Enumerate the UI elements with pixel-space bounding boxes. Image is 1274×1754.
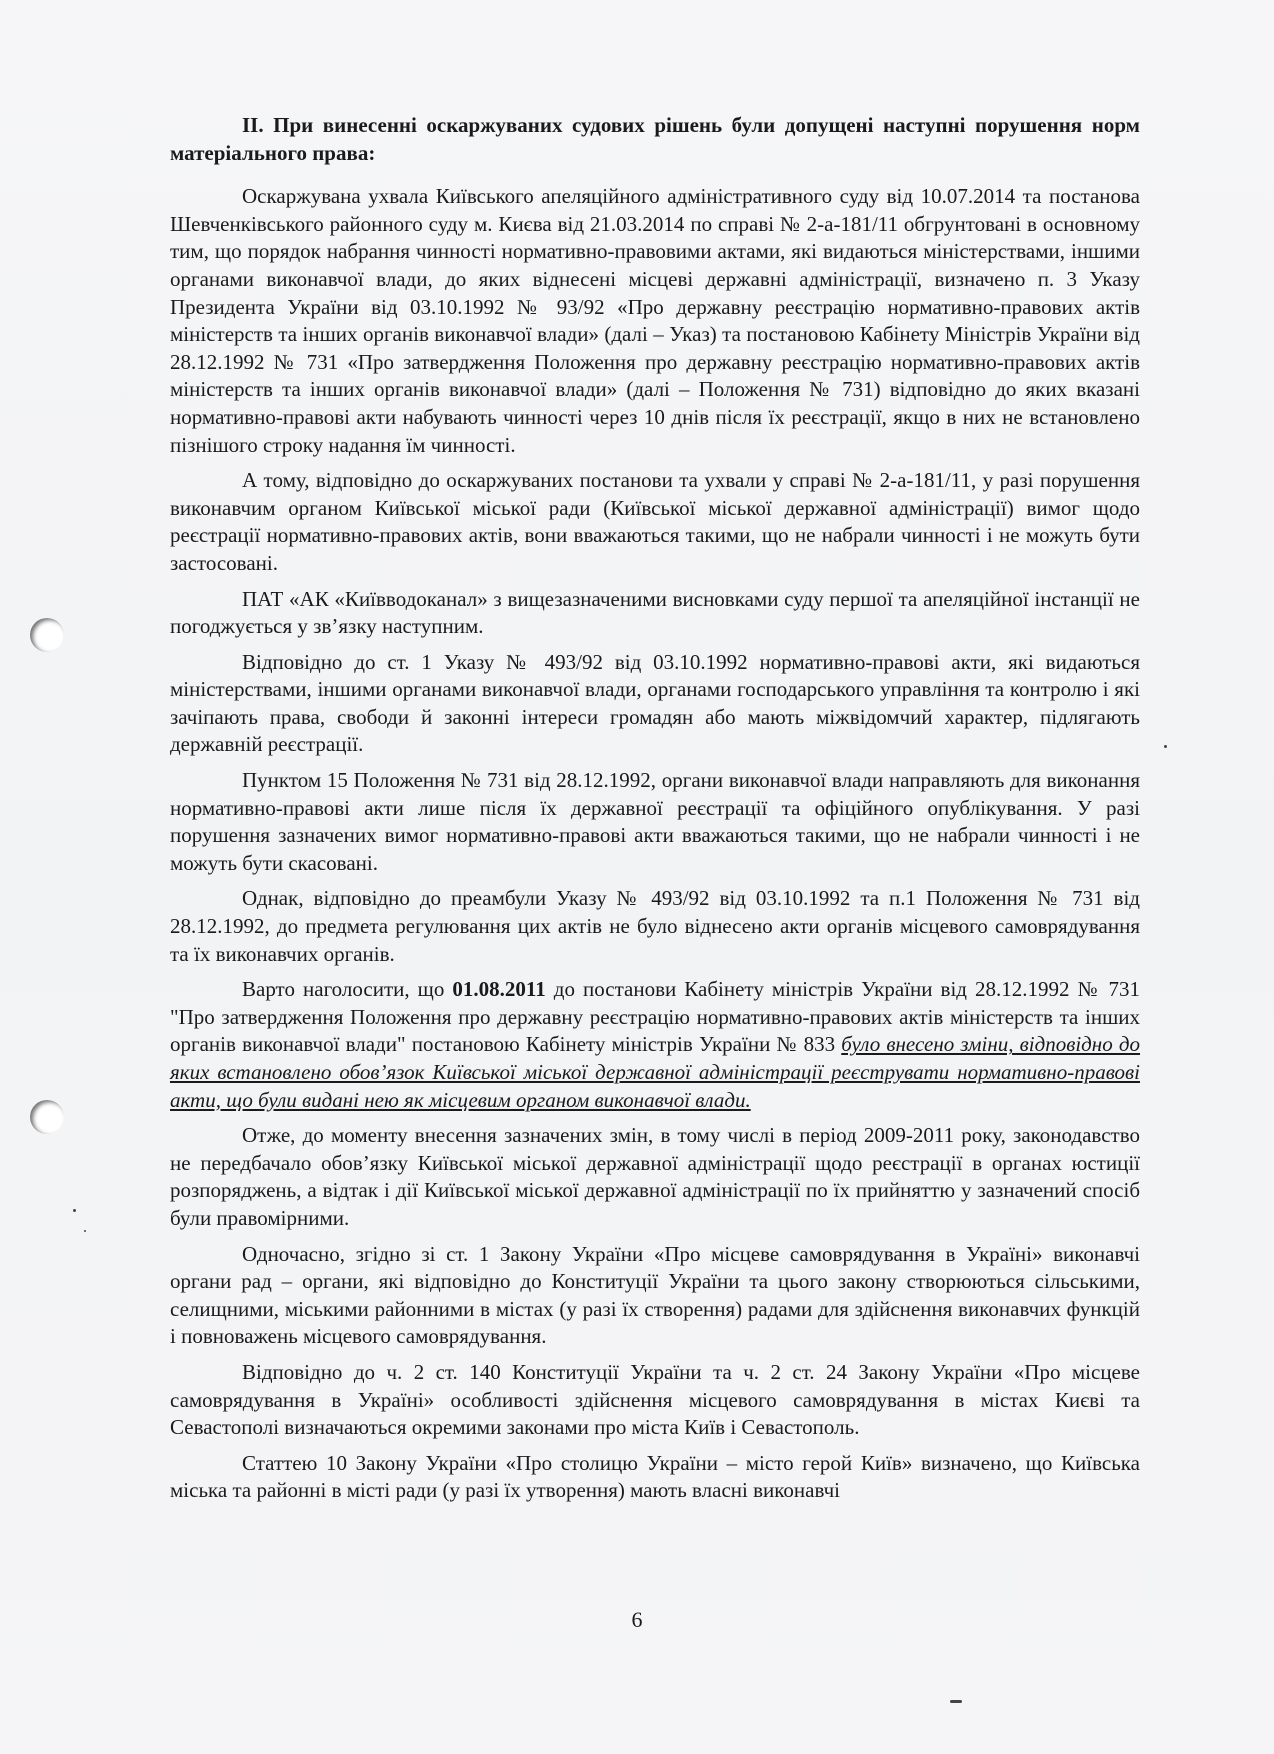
paragraph: ПАТ «АК «Київводоканал» з вищезазначеними висновками суду першої та апеляційної інстанції не погоджується у зв’язку наступним. (170, 586, 1140, 639)
punch-hole (30, 618, 64, 652)
punch-hole (30, 1100, 64, 1134)
text-span: до постанови Кабінету міністрів України від 28.12.1992 № 731 "Про затвердження Положення про державну реєстрацію нормативно-правових актів міністерств та інших органів виконавчої влади" постановою Кабінету міністрів України № 833 (170, 977, 1140, 1057)
paragraph: Оскаржувана ухвала Київського апеляційного адміністративного суду від 10.07.2014 та постанова Шевченківського районного суду м. Києва від 21.03.2014 по справі № 2-а-181/11 обгрунтовані в основному тим, що порядок набрання чинності нормативно-правовими актами, які видаються міністерствами, іншими органами виконавчої влади, до яких віднесені місцеві державні адміністрації, визначено п. 3 Указу Президента України від 03.10.1992 № 93/92 «Про державну реєстрацію нормативно-правових актів міністерств та інших органів виконавчої влади» (далі – Указ) та постановою Кабінету Міністрів України від 28.12.1992 № 731 «Про затвердження Положення про державну реєстрацію нормативно-правових актів міністерств та інших органів виконавчої влади» (далі – Положення № 731) відповідно до яких вказані нормативно-правові акти набувають чинності через 10 днів після їх реєстрації, якщо в них не встановлено пізнішого строку надання їм чинності. (170, 184, 1140, 457)
scan-speck (73, 1209, 76, 1212)
paragraph: Статтею 10 Закону України «Про столицю України – місто герой Київ» визначено, що Київська міська та районні в місті ради (у разі їх утворення) мають власні виконавчі (170, 1450, 1140, 1503)
section-heading: ІІ. При винесенні оскаржуваних судових рішень були допущені наступні порушення норм матеріального права: (170, 113, 1140, 165)
paragraph: Відповідно до ч. 2 ст. 140 Конституції України та ч. 2 ст. 24 Закону України «Про місцеве самоврядування в Україні» особливості здійснення місцевого самоврядування в містах Києві та Севастополі визначаються окремими законами про міста Київ і Севастополь. (170, 1359, 1140, 1440)
scan-speck (84, 1230, 86, 1232)
page-number: 6 (631, 1607, 643, 1632)
paragraph: А тому, відповідно до оскаржуваних постанови та ухвали у справі № 2-а-181/11, у разі порушення виконавчим органом Київської міської ради (Київської міської державної адміністрації) вимог щодо реєстрації нормативно-правових актів, вони вважаються такими, що не набрали чинності і не можуть бути застосовані. (170, 468, 1140, 575)
paragraph (170, 976, 1140, 1114)
paragraph: Відповідно до ст. 1 Указу № 493/92 від 03.10.1992 нормативно-правові акти, які видаються міністерствами, іншими органами виконавчої влади, органами господарського управління та контролю і які зачіпають права, свободи й законні інтереси громадян або мають міжвідомчий характер, підлягають державній реєстрації. (170, 649, 1140, 757)
text-span: Варто наголосити, що (242, 977, 453, 1002)
paragraph: Одночасно, згідно зі ст. 1 Закону України «Про місцеве самоврядування в Україні» виконавчі органи рад – органи, які відповідно до Конституції України та цього закону створюються сільськими, селищними, міськими районними в містах (у разі їх створення) радами для здійснення виконавчих функцій і повноважень місцевого самоврядування. (170, 1241, 1140, 1349)
paragraph: Пунктом 15 Положення № 731 від 28.12.1992, органи виконавчої влади направляють для виконання нормативно-правові акти лише після їх державної реєстрації та офіційного опублікування. У разі порушення зазначених вимог нормативно-правові акти вважаються такими, що не набрали чинності і не можуть бути скасовані. (170, 768, 1140, 875)
bold-date: 01.08.2011 (452, 977, 546, 1002)
scan-speck (1164, 745, 1167, 748)
paragraph: Однак, відповідно до преамбули Указу № 493/92 від 03.10.1992 та п.1 Положення № 731 від 28.12.1992, до предмета регулювання цих актів не було віднесено акти органів місцевого самоврядування та їх виконавчих органів. (170, 886, 1140, 966)
scan-speck (950, 1700, 962, 1703)
emphasized-text: було внесено зміни, відповідно до яких встановлено обов’язок Київської міської державної адміністрації реєструвати нормативно-правові акти, що були видані нею як місцевим органом виконавчої влади. (170, 1032, 1140, 1112)
document-body (170, 112, 1140, 1513)
paragraph: Отже, до моменту внесення зазначених змін, в тому числі в період 2009-2011 року, законодавство не передбачало обов’язку Київської міської державної адміністрації щодо реєстрації в органах юстиції розпоряджень, а відтак і дії Київської міської державної адміністрації по їх прийняттю у зазначений спосіб були правомірними. (170, 1123, 1140, 1230)
